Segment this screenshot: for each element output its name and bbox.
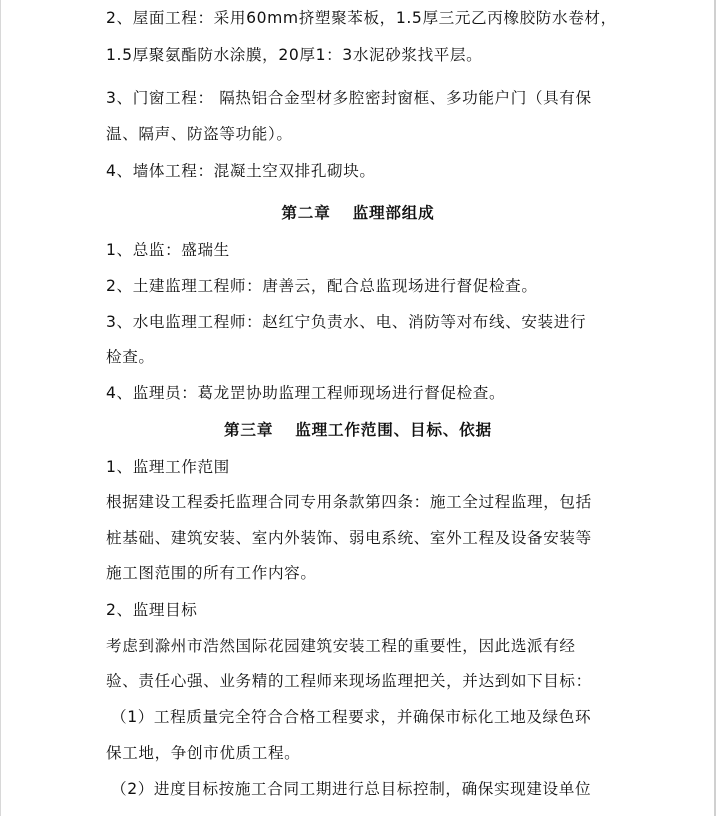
text-line: 1.5厚聚氨酯防水涂膜，20厚1：3水泥砂浆找平层。	[106, 46, 483, 64]
chapter-heading	[0, 203, 716, 223]
text-line: 温、隔声、防盗等功能）。	[106, 125, 293, 143]
page-left-edge	[0, 0, 1, 816]
text-line: 保工地，争创市优质工程。	[106, 744, 301, 762]
text-line: 考虑到滁州市浩然国际花园建筑安装工程的重要性，因此选派有经	[106, 637, 576, 655]
text-line: 2、监理目标	[106, 601, 198, 619]
chapter-number: 第三章	[224, 420, 274, 439]
text-line: 3、门窗工程： 隔热铝合金型材多腔密封窗框、多功能户门（具有保	[106, 89, 592, 107]
chapter-title: 监理工作范围、目标、依据	[295, 420, 492, 439]
text-line: 4、监理员：葛龙罡协助监理工程师现场进行督促检查。	[106, 384, 506, 402]
text-line: 2、屋面工程：采用60mm挤塑聚苯板，1.5厚三元乙丙橡胶防水卷材，	[106, 9, 617, 27]
text-line: （1）工程质量完全符合合格工程要求，并确保市标化工地及绿色环	[111, 708, 592, 726]
text-line: 桩基础、建筑安装、室内外装饰、弱电系统、室外工程及设备安装等	[106, 529, 592, 547]
chapter-heading	[0, 420, 716, 440]
text-line: 检查。	[106, 348, 155, 366]
text-line: 3、水电监理工程师：赵红宁负责水、电、消防等对布线、安装进行	[106, 313, 587, 331]
text-line: 2、土建监理工程师：唐善云，配合总监现场进行督促检查。	[106, 277, 538, 295]
text-line: 1、总监：盛瑞生	[106, 241, 230, 259]
text-line: 1、监理工作范围	[106, 458, 230, 476]
text-line: 施工图范围的所有工作内容。	[106, 564, 317, 582]
text-line: 根据建设工程委托监理合同专用条款第四条：施工全过程监理，包括	[106, 493, 592, 511]
text-line: （2）进度目标按施工合同工期进行总目标控制，确保实现建设单位	[111, 780, 592, 798]
chapter-title: 监理部组成	[352, 203, 435, 222]
chapter-number: 第二章	[281, 203, 331, 222]
text-line: 4、墙体工程：混凝土空双排孔砌块。	[106, 162, 376, 180]
text-line: 验、责任心强、业务精的工程师来现场监理把关，并达到如下目标：	[106, 672, 592, 690]
